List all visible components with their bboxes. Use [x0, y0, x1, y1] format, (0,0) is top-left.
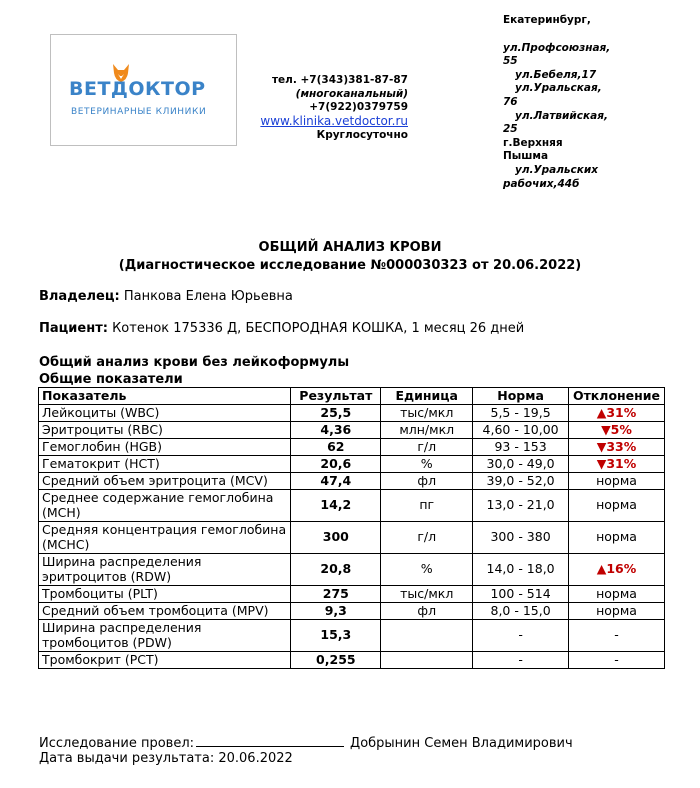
owner-line: [39, 289, 293, 304]
cell-deviation: ▼5%: [568, 422, 664, 439]
address-line: Пышма: [503, 150, 549, 163]
cell-norm: 14,0 - 18,0: [473, 554, 569, 586]
cell-norm: 5,5 - 19,5: [473, 405, 569, 422]
phone-main: тел. +7(343)381-87-87: [271, 74, 408, 86]
cell-result: 275: [291, 586, 381, 603]
cell-parameter: Ширина распределения эритроцитов (RDW): [39, 554, 291, 586]
table-row: [39, 405, 665, 422]
cell-norm: 30,0 - 49,0: [473, 456, 569, 473]
cell-deviation: норма: [568, 490, 664, 522]
cell-result: 47,4: [291, 473, 381, 490]
header-parameter: Показатель: [39, 388, 291, 405]
cell-result: 4,36: [291, 422, 381, 439]
table-row: [39, 652, 665, 669]
address-line: ул.Латвийская,: [515, 109, 608, 122]
table-row: [39, 522, 665, 554]
cell-deviation: норма: [568, 522, 664, 554]
header-norm: Норма: [473, 388, 569, 405]
cell-unit: фл: [381, 473, 473, 490]
cell-unit: г/л: [381, 439, 473, 456]
phone-secondary: +7(922)0379759: [309, 101, 408, 113]
cell-deviation: ▼33%: [568, 439, 664, 456]
cell-norm: 93 - 153: [473, 439, 569, 456]
logo-brand: [69, 78, 206, 100]
cell-result: 15,3: [291, 620, 381, 652]
cell-deviation: ▼31%: [568, 456, 664, 473]
table-row: [39, 422, 665, 439]
phone-main-note: (многоканальный): [295, 87, 408, 100]
performed-by-line: [39, 735, 573, 751]
cell-unit: [381, 652, 473, 669]
issue-date: Дата выдачи результата: 20.06.2022: [39, 751, 293, 766]
cell-norm: 8,0 - 15,0: [473, 603, 569, 620]
document-title: ОБЩИЙ АНАЛИЗ КРОВИ: [258, 240, 442, 255]
table-row: [39, 473, 665, 490]
cell-result: 14,2: [291, 490, 381, 522]
cell-deviation: -: [568, 620, 664, 652]
logo-subtitle: ВЕТЕРИНАРНЫЕ КЛИНИКИ: [71, 107, 207, 117]
cell-parameter: Эритроциты (RBC): [39, 422, 291, 439]
table-row: [39, 620, 665, 652]
table-row: [39, 554, 665, 586]
cell-norm: -: [473, 652, 569, 669]
cell-result: 20,8: [291, 554, 381, 586]
cell-norm: 4,60 - 10,00: [473, 422, 569, 439]
cell-parameter: Лейкоциты (WBC): [39, 405, 291, 422]
results-table: [38, 387, 665, 669]
cell-parameter: Гематокрит (HCT): [39, 456, 291, 473]
table-row: [39, 603, 665, 620]
table-row: [39, 456, 665, 473]
address-line: ул.Профсоюзная,: [503, 41, 611, 54]
cell-norm: 13,0 - 21,0: [473, 490, 569, 522]
signature-line: [196, 735, 344, 747]
performed-by-label: Исследование провел:: [39, 736, 195, 751]
cell-result: 25,5: [291, 405, 381, 422]
cell-norm: 39,0 - 52,0: [473, 473, 569, 490]
address-line: 55: [503, 55, 518, 68]
cell-unit: тыс/мкл: [381, 586, 473, 603]
cell-deviation: ▲31%: [568, 405, 664, 422]
address-line: 25: [503, 123, 518, 136]
cell-norm: -: [473, 620, 569, 652]
logo-brand-doctor: ДОКТОР: [110, 78, 206, 100]
cell-deviation: норма: [568, 586, 664, 603]
patient-value: Котенок 175336 Д, БЕСПОРОДНАЯ КОШКА, 1 месяц 26 дней: [107, 321, 525, 336]
address-line: г.Верхняя: [503, 136, 563, 149]
address-line: ул.Уральская,: [515, 82, 602, 95]
header-result: Результат: [291, 388, 381, 405]
clinic-contacts: [208, 74, 408, 143]
table-header-row: [39, 388, 665, 405]
header-deviation: Отклонение: [568, 388, 664, 405]
cell-parameter: Тромбокрит (PCT): [39, 652, 291, 669]
cell-parameter: Гемоглобин (HGB): [39, 439, 291, 456]
cell-norm: 300 - 380: [473, 522, 569, 554]
cell-unit: %: [381, 554, 473, 586]
table-row: [39, 586, 665, 603]
cell-unit: фл: [381, 603, 473, 620]
cell-deviation: норма: [568, 603, 664, 620]
cell-result: 0,255: [291, 652, 381, 669]
address-line: 76: [503, 95, 518, 108]
cell-parameter: Ширина распределения тромбоцитов (PDW): [39, 620, 291, 652]
address-city: Екатеринбург,: [503, 14, 591, 26]
owner-label: Владелец:: [39, 289, 120, 304]
owner-value: Панкова Елена Юрьевна: [119, 289, 293, 304]
cell-deviation: норма: [568, 473, 664, 490]
logo-brand-vet: ВЕТ: [69, 78, 111, 100]
working-hours: Круглосуточно: [316, 129, 408, 141]
cell-unit: [381, 620, 473, 652]
cell-norm: 100 - 514: [473, 586, 569, 603]
cell-deviation: ▲16%: [568, 554, 664, 586]
cell-parameter: Средний объем эритроцита (MCV): [39, 473, 291, 490]
table-row: [39, 490, 665, 522]
cell-deviation: -: [568, 652, 664, 669]
patient-line: [39, 321, 524, 336]
cell-result: 300: [291, 522, 381, 554]
cell-parameter: Средний объем тромбоцита (MPV): [39, 603, 291, 620]
section-subtitle: Общие показатели: [39, 372, 183, 387]
cell-result: 62: [291, 439, 381, 456]
cell-parameter: Средняя концентрация гемоглобина (MCHC): [39, 522, 291, 554]
results-body: [39, 405, 665, 669]
cell-unit: тыс/мкл: [381, 405, 473, 422]
cell-result: 9,3: [291, 603, 381, 620]
section-title: Общий анализ крови без лейкоформулы: [39, 355, 350, 370]
cell-unit: млн/мкл: [381, 422, 473, 439]
website-link[interactable]: www.klinika.vetdoctor.ru: [260, 113, 408, 128]
patient-label: Пациент:: [39, 321, 108, 336]
table-row: [39, 439, 665, 456]
cell-unit: пг: [381, 490, 473, 522]
clinic-addresses: [503, 14, 638, 191]
performed-by-name: Добрынин Семен Владимирович: [350, 736, 573, 751]
cell-parameter: Среднее содержание гемоглобина (MCH): [39, 490, 291, 522]
cell-parameter: Тромбоциты (PLT): [39, 586, 291, 603]
address-line: ул.Уральских: [515, 163, 599, 176]
cell-result: 20,6: [291, 456, 381, 473]
cell-unit: г/л: [381, 522, 473, 554]
address-line: рабочих,44б: [503, 177, 580, 190]
cell-unit: %: [381, 456, 473, 473]
document-subtitle: (Диагностическое исследование №000030323 от 20.06.2022): [118, 258, 582, 273]
header-unit: Единица: [381, 388, 473, 405]
address-line: ул.Бебеля,17: [515, 68, 597, 81]
